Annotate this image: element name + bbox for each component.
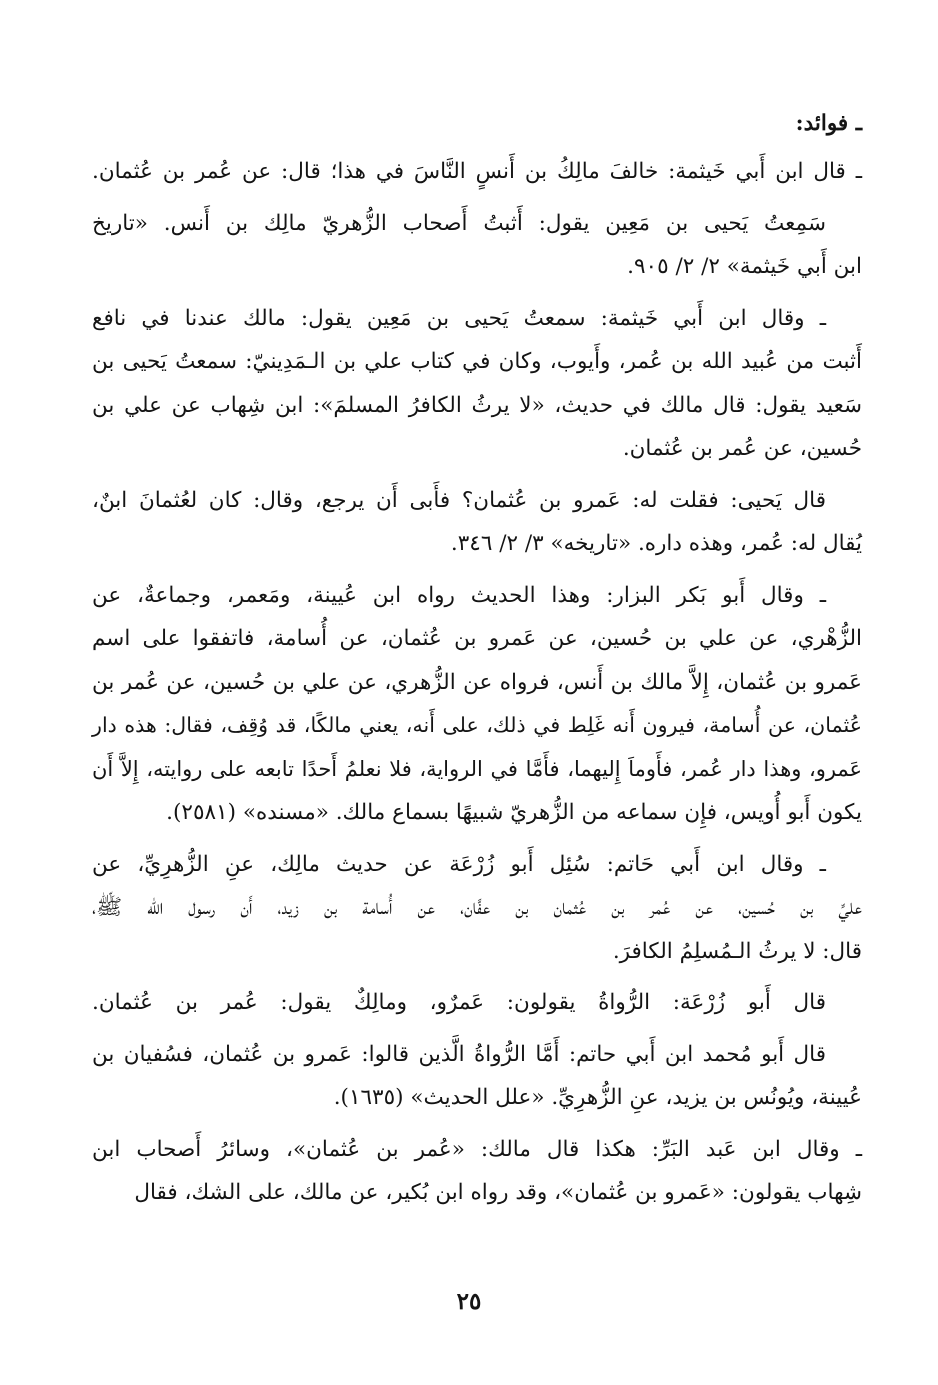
- text-line: عَمرو بن عُثمان، إِلاَّ مالك بن أَنس، فرواه عن الزُّهري، عن علي بن حُسين، عن عُمر بن: [92, 669, 862, 695]
- text-line: سَمِعتُ يَحيى بن مَعِين يقول: أَثبتُ أَصحاب الزُّهريّ مالِك بن أَنس. «تاريخ: [92, 210, 826, 236]
- paragraph: [92, 1128, 862, 1215]
- text-line: ـ قال ابن أَبي خَيثمة: خالفَ مالِكُ بن أَنسٍ النَّاسَ في هذا؛ قال: عن عُمر بن عُثمان.: [92, 159, 862, 184]
- text-line: عُثمان، عن أُسامة، فيرون أَنه غَلِط في ذلك، على أَنه، يعني مالكًا، قد وُقِف، فقال: هذه دار: [92, 713, 862, 737]
- text-line: أَثبت من عُبيد الله بن عُمر، وأَيوب، وكان في كتاب علي بن الـمَدِينيّ: سمعتُ يَحيى بن: [92, 349, 862, 374]
- paragraph: [92, 150, 862, 194]
- text-line: عُيينة، ويُونُس بن يزيد، عنِ الزُّهرِيِّ. «علل الحديث» (١٦٣٥).: [333, 1085, 862, 1110]
- paragraph: [92, 843, 862, 974]
- text-line: ـ وقال ابن عَبد البَرِّ: هكذا قال مالك: «عُمر بن عُثمان»، وسائرُ أَصحاب ابن: [92, 1136, 862, 1162]
- paragraph: [92, 981, 862, 1025]
- text-line: شِهاب يقولون: «عَمرو بن عُثمان»، وقد رواه ابن بُكير، عن مالك، على الشك، فقال: [134, 1180, 862, 1205]
- paragraph: [92, 297, 862, 471]
- paragraph: [92, 1033, 862, 1120]
- text-line: ـ وقال ابن أَبي حَاتم: سُئِل أَبو زُرْعَة عن حديث مالِك، عنِ الزُّهرِيِّ، عن: [92, 851, 826, 877]
- text-line: قال أَبو زُرْعَة: الرُّواةُ يقولون: عَمرٌو، ومالِكٌ يقول: عُمر بن عُثمان.: [92, 990, 826, 1015]
- text-line: حُسين، عن عُمر بن عُثمان.: [622, 436, 862, 461]
- text-line: قال: لا يرثُ الـمُسلِمُ الكافرَ.: [612, 938, 862, 964]
- section-heading: ـ فوائد:: [795, 111, 862, 136]
- paragraph: [92, 202, 862, 289]
- text-line: ـ وقال أَبو بَكر البزار: وهذا الحديث رواه ابن عُيينة، ومَعمر، وجماعةٌ، عن: [92, 582, 826, 608]
- paragraph: [92, 479, 862, 566]
- text-line: ـ وقال ابن أَبي خَيثمة: سمعتُ يَحيى بن مَعِين يقول: مالك عندنا في نافع: [92, 305, 826, 331]
- text-line: الزُّهْري، عن علي بن حُسين، عن عَمرو بن عُثمان، عن أُسامة، فاتفقوا على اسم: [92, 626, 862, 651]
- page-body: [92, 98, 862, 1223]
- text-line: سَعيد يقول: قال مالك في حديث، «لا يرثُ الكافرُ المسلمَ»: ابن شِهاب عن علي بن: [92, 392, 862, 418]
- text-line: يكون أَبو أُويس، فإِن سماعه من الزُّهريّ شبيهًا بسماع مالك. «مسنده» (٢٥٨١).: [166, 800, 862, 825]
- page-number: ٢٥: [456, 1288, 482, 1315]
- text-line: عَمرو، وهذا دار عُمر، فأَوماَ إِليهما، فأَمَّا في الرواية، فلا نعلمُ أَحدًا تابعه على روايته، إِلاَّ أَن: [92, 756, 862, 781]
- paragraph: [92, 574, 862, 835]
- text-line: ابن أَبي خَيثمة» ٢/ ٢/ ٩٠٥.: [627, 254, 862, 279]
- text-line: يُقال له: عُمر، وهذه داره. «تاريخه» ٣/ ٢/ ٣٤٦.: [450, 531, 862, 556]
- text-line: قال أَبو مُحمد ابن أَبي حاتم: أَمَّا الرُّواةُ الَّذين قالوا: عَمرو بن عُثمان، فسُفيان بن: [92, 1041, 826, 1067]
- paragraphs-container: [92, 150, 862, 1215]
- text-line: قال يَحيى: فقلت له: عَمرو بن عُثمان؟ فأَبى أَن يرجع، وقال: كان لعُثمانَ ابنٌ،: [92, 487, 826, 513]
- text-line: عليِّ بن حُسين، عن عُمر بن عُثمان بن عفَّان، عن أُسامة بن زيد، أَن رسول الله ﷺ،: [92, 895, 862, 920]
